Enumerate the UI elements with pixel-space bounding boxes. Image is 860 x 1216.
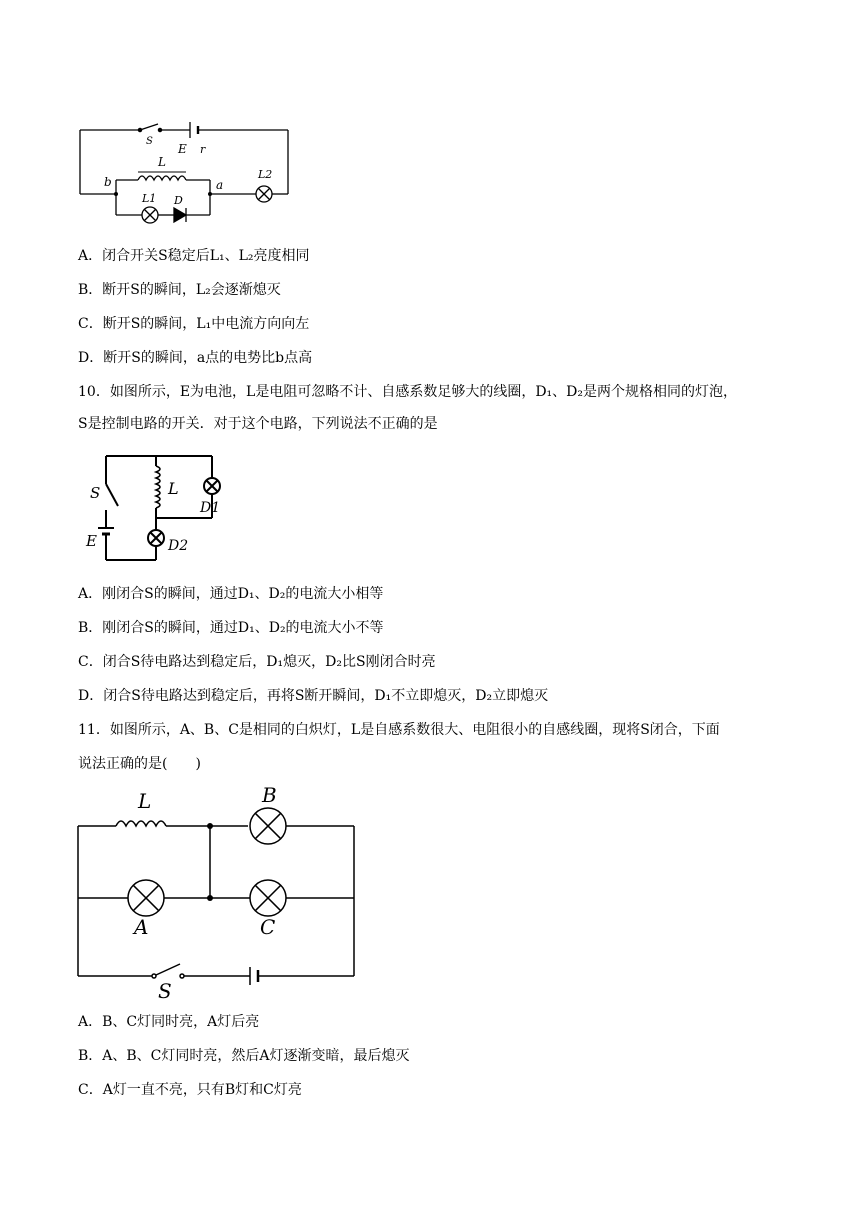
q9-label-e: E bbox=[178, 142, 187, 156]
q11-label-a: A bbox=[134, 915, 149, 939]
q11-circuit-svg bbox=[70, 784, 370, 1004]
q11-label-l: L bbox=[138, 789, 152, 813]
q11-circuit-figure bbox=[70, 784, 370, 1004]
q10-label-d2: D2 bbox=[168, 538, 189, 554]
q9-label-b: b bbox=[104, 175, 112, 189]
q10-label-s: S bbox=[90, 484, 101, 502]
q10-label-l: L bbox=[168, 479, 179, 498]
q9-label-l: L bbox=[158, 155, 166, 169]
q11-stem-line1: 11．如图所示，A、B、C是相同的白炽灯，L是自感系数很大、电阻很小的自感线圈，现将S闭合，下面 bbox=[78, 722, 720, 738]
q9-label-l2: L2 bbox=[258, 168, 273, 181]
q10-circuit-figure bbox=[84, 448, 234, 568]
q9-label-l1: L1 bbox=[142, 192, 157, 205]
q9-option-c: C．断开S的瞬间，L₁中电流方向向左 bbox=[78, 316, 310, 332]
q11-label-b: B bbox=[262, 784, 277, 807]
q10-option-d: D．闭合S待电路达到稳定后，再将S断开瞬间，D₁不立即熄灭，D₂立即熄灭 bbox=[78, 688, 549, 704]
q9-label-r: r bbox=[200, 143, 206, 156]
q10-option-c: C．闭合S待电路达到稳定后，D₁熄灭，D₂比S刚闭合时亮 bbox=[78, 654, 436, 670]
q9-label-s: S bbox=[146, 136, 153, 147]
q9-option-b: B．断开S的瞬间，L₂会逐渐熄灭 bbox=[78, 282, 281, 298]
q10-stem-line1: 10．如图所示，E为电池，L是电阻可忽略不计、自感系数足够大的线圈，D₁、D₂是两个规格相同的灯泡， bbox=[78, 384, 738, 400]
q11-option-a: A．B、C灯同时亮，A灯后亮 bbox=[78, 1014, 260, 1030]
q11-stem-line2: 说法正确的是( ) bbox=[78, 756, 201, 772]
q10-label-d1: D1 bbox=[200, 500, 221, 516]
q10-option-b: B．刚闭合S的瞬间，通过D₁、D₂的电流大小不等 bbox=[78, 620, 384, 636]
q10-option-a: A．刚闭合S的瞬间，通过D₁、D₂的电流大小相等 bbox=[78, 586, 384, 602]
q9-label-d: D bbox=[174, 194, 183, 207]
q9-circuit-svg bbox=[70, 118, 310, 228]
q10-stem-line2: S是控制电路的开关．对于这个电路，下列说法不正确的是 bbox=[78, 416, 438, 432]
q11-option-c: C．A灯一直不亮，只有B灯和C灯亮 bbox=[78, 1082, 302, 1098]
q10-circuit-svg bbox=[84, 448, 234, 568]
q9-circuit-figure bbox=[70, 118, 310, 228]
q11-label-c: C bbox=[260, 915, 276, 939]
q10-label-e: E bbox=[86, 532, 97, 550]
q11-label-s: S bbox=[158, 979, 172, 1003]
q9-label-a: a bbox=[216, 178, 224, 192]
q11-option-b: B．A、B、C灯同时亮，然后A灯逐渐变暗，最后熄灭 bbox=[78, 1048, 410, 1064]
q9-option-a: A．闭合开关S稳定后L₁、L₂亮度相同 bbox=[78, 248, 310, 264]
q9-option-d: D．断开S的瞬间，a点的电势比b点高 bbox=[78, 350, 313, 366]
